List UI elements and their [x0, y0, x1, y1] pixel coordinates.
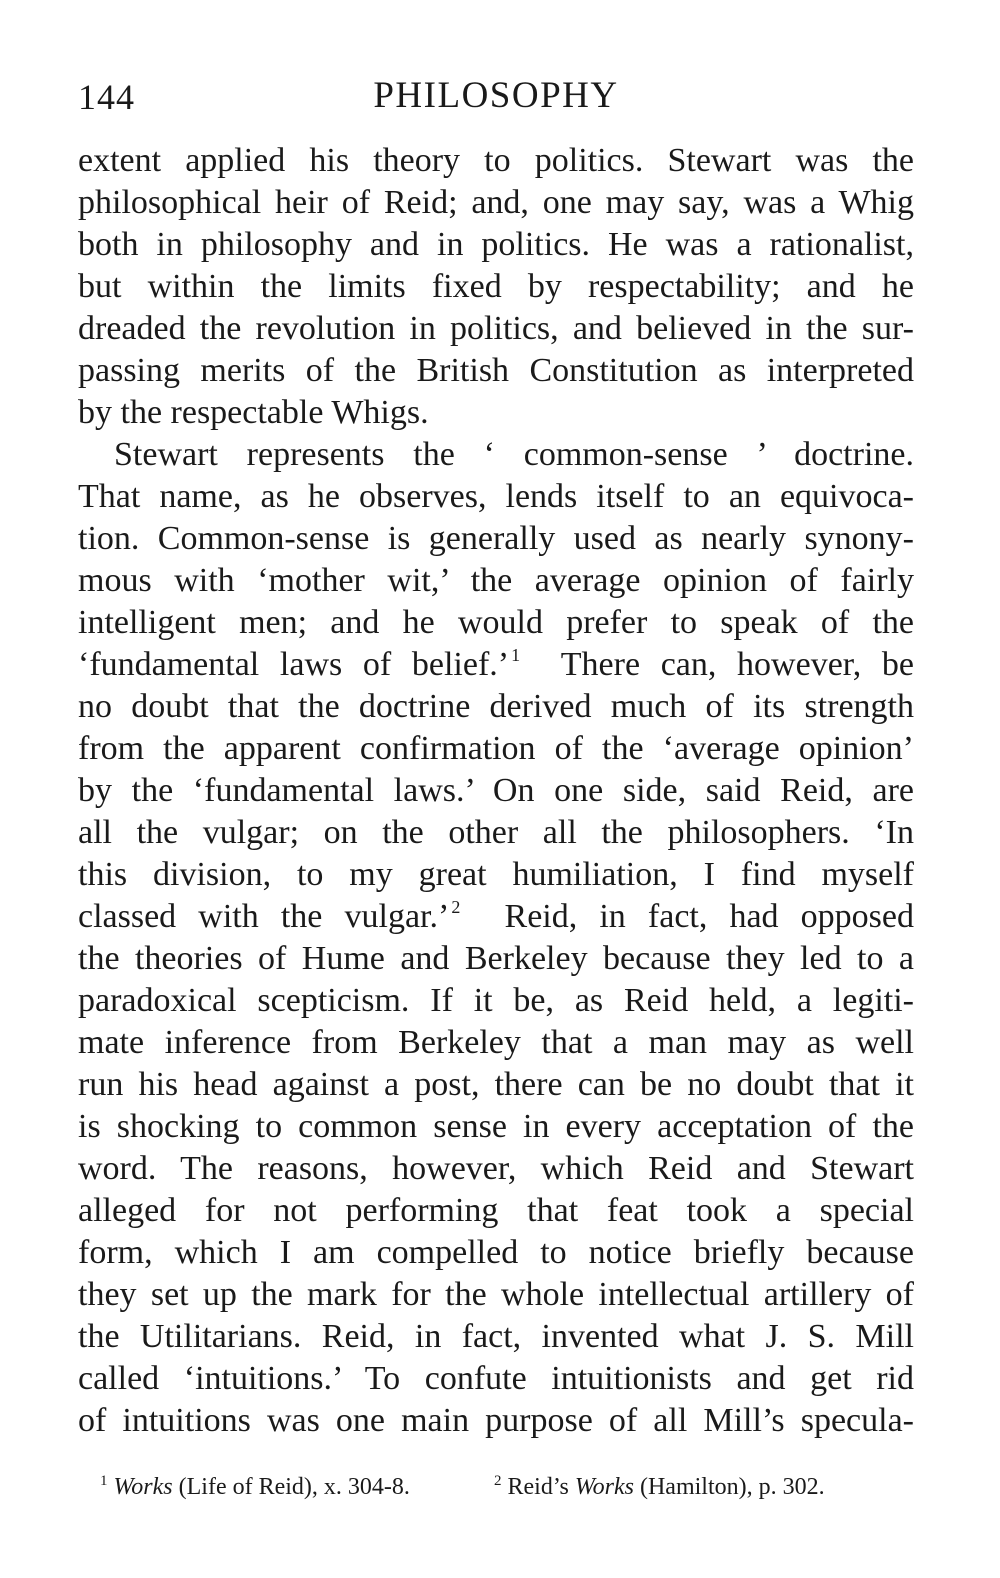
footnote-2 — [494, 1463, 825, 1505]
text-line: intelligent men; and he would prefer to speak of the — [78, 604, 914, 641]
text-segment: There can, however, be — [520, 646, 914, 683]
text-line: run his head against a post, there can be no doubt that it — [78, 1066, 914, 1103]
text-line: mate inference from Berkeley that a man may as well — [78, 1024, 914, 1061]
footnote-ref-2[interactable]: 2 — [451, 897, 461, 917]
text-line: of intuitions was one main purpose of all Mill’s specula- — [78, 1402, 914, 1439]
text-line: form, which I am compelled to notice briefly because — [78, 1234, 914, 1271]
text-line: extent applied his theory to politics. Stewart was the — [78, 142, 914, 179]
text-line: by the ‘fundamental laws.’ On one side, said Reid, are — [78, 772, 914, 809]
text-line: the theories of Hume and Berkeley because they led to a — [78, 940, 914, 977]
text-line: passing merits of the British Constitution as interpreted — [78, 352, 914, 389]
text-line-with-footnote-ref — [78, 644, 914, 686]
footnote-work-title: Works — [113, 1474, 173, 1500]
body-text — [78, 140, 914, 1442]
footnote-text: (Life of Reid), x. 304-8. — [172, 1474, 410, 1500]
page-heading: PHILOSOPHY — [373, 75, 619, 116]
footnote-ref-1[interactable]: 1 — [511, 645, 521, 665]
text-line: philosophical heir of Reid; and, one may say, was a Whig — [78, 184, 914, 221]
text-line: That name, as he observes, lends itself to an equivoca- — [78, 478, 914, 515]
text-line: both in philosophy and in politics. He was a rationalist, — [78, 226, 914, 263]
running-head — [78, 70, 914, 120]
footnote-mark: 1 — [100, 1473, 108, 1489]
text-line: is shocking to common sense in every acceptation of the — [78, 1108, 914, 1145]
text-segment: classed with the vulgar.’ — [78, 898, 450, 935]
footnote-work-title: Works — [574, 1474, 634, 1500]
text-line: alleged for not performing that feat took a special — [78, 1192, 914, 1229]
footnotes — [100, 1463, 900, 1499]
text-line: this division, to my great humiliation, I find myself — [78, 856, 914, 893]
page-number: 144 — [78, 77, 135, 117]
footnote-text: Reid’s — [507, 1474, 575, 1500]
text-line: dreaded the revolution in politics, and believed in the sur- — [78, 310, 914, 347]
footnote-mark: 2 — [494, 1473, 502, 1489]
text-line: mous with ‘mother wit,’ the average opinion of fairly — [78, 562, 914, 599]
text-line: tion. Common-sense is generally used as nearly synony- — [78, 520, 914, 557]
text-line: the Utilitarians. Reid, in fact, invented what J. S. Mill — [78, 1318, 914, 1355]
footnote-text: (Hamilton), p. 302. — [633, 1474, 825, 1500]
text-line: they set up the mark for the whole intellectual artillery of — [78, 1276, 914, 1313]
text-line: Stewart represents the ‘ common-sense ’ doctrine. — [114, 436, 914, 473]
text-line: paradoxical scepticism. If it be, as Reid held, a legiti- — [78, 982, 914, 1019]
text-segment: ‘fundamental laws of belief.’ — [78, 646, 510, 683]
footnote-1 — [100, 1463, 410, 1505]
text-line: called ‘intuitions.’ To confute intuitionists and get rid — [78, 1360, 914, 1397]
text-line: word. The reasons, however, which Reid and Stewart — [78, 1150, 914, 1187]
text-line: but within the limits fixed by respectability; and he — [78, 268, 914, 305]
text-line: no doubt that the doctrine derived much of its strength — [78, 688, 914, 725]
text-line: all the vulgar; on the other all the philosophers. ‘In — [78, 814, 914, 851]
text-line: from the apparent confirmation of the ‘average opinion’ — [78, 730, 914, 767]
text-line-with-footnote-ref — [78, 896, 914, 938]
text-segment: Reid, in fact, had opposed — [460, 898, 914, 935]
text-line: by the respectable Whigs. — [78, 394, 429, 431]
